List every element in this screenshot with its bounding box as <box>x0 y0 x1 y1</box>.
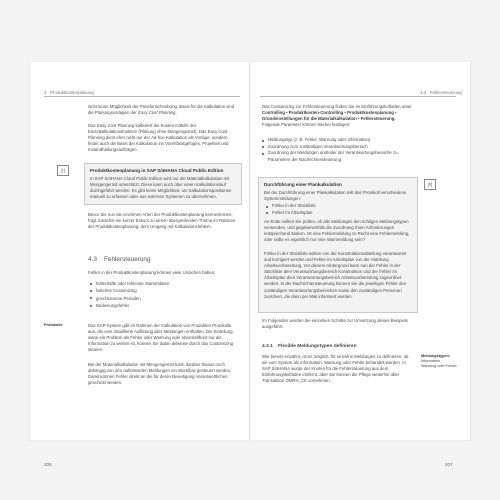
list-item: Zuordnung zum zuständigen Verantwortungsbereich <box>262 144 414 151</box>
right-paragraph-1: Das Customizing zur Fehlersteuerung finden Sie im Einführungsleitfaden unter Controlling • Produktkosten-Controlling • Produktkostenplanung • Grundeinstellungen für die Materialkalkulation • Fehlersteuerung. Folgende Parameter können hierbei festlegen: <box>262 104 412 128</box>
subsection-title: Flexible Meldungstypen definieren <box>278 344 357 349</box>
example-box-paragraph-3: Fehler in der Stückliste sollten von der Konstruktionsabteilung verantwortet und korrigiert werden und Fehler im Arbeitsplan von der Abteilung Arbeitsvorbereitung. Vor diesem Hintergrund kann nun der Fehler in der Stückliste dem Verantwortungsbereich Konstruktion und der Fehler im Arbeitsplan dem Verantwortungsbereich Arbeitsvorbereitung zugeordnet werden. In der Nachrichtensteuerung können Sie die jeweiligen Fehler den zuständigen Verantwortungsbereichen sowie den zuständigen Personen zuordnen, die dann per Mail informiert werden. <box>264 251 407 299</box>
note-icon: [!] <box>57 165 69 176</box>
left-info-box-title: Produktkostenplanung in SAP S/4HANA Cloud Public Edition <box>90 168 224 173</box>
right-header-title: Fehlersteuerung <box>429 90 462 95</box>
left-paragraph-2: Das Easy Cost Planning kalkuliert die Kosten mithilfe der Einzelkalkulationsfunktion (Planung ohne Mengengerüst). Das Easy Cost Planning dient eher nicht nur der Ad-hoc-Kalkulation als Vorlage, sondern findet auch die Basis der Kalkulation ins Vorerfasstgefüges, Projektes und Instandhaltungsaufträgen. <box>88 123 229 153</box>
left-header <box>44 90 94 95</box>
right-margin-note-title: Meldungstypen: <box>421 354 451 358</box>
example-box-title: Durchführung einer Plankalkulation <box>264 182 342 187</box>
right-header-number: 4.3 <box>420 90 427 95</box>
left-bullet-list <box>90 280 238 310</box>
example-box-bullets <box>266 203 410 217</box>
list-item: falsches Customizing <box>90 287 238 294</box>
right-margin-note-text: Information, Warnung oder Fehler <box>421 359 457 368</box>
left-paragraph-4: Fehler in der Produktkostenplanung können viele Ursachen haben: <box>88 270 216 275</box>
list-item: Zuordnung der Meldungen und/oder der Verantwortungsbereiche zu Parametern der Nachrichtensteuerung <box>262 150 414 163</box>
right-paragraph-3: Wie bereits erwähnt, ist es möglich, für einzelne Meldungen zu definieren, ob sie vom System als Information, Warnung oder Fehler behandelt werden. In SAP S/4HANA wurde der Knoten für die Fehlersteuerung aus dem Einführungsleitfaden entfernt, aber Sie können die Pflege weiterhin über Transaktion OMRH_CK vornehmen. <box>262 354 409 384</box>
section-title: Fehlersteuerung <box>104 256 151 263</box>
right-bullet-list <box>262 137 414 163</box>
example-box-paragraph-2: An Ende sollten Sie prüfen, ob alle Meldungen den richtigen Meldungstypen verwenden, und gegebenenfalls die Zuordnung Ihren Anforderungen entsprechend ändern. Ist eine Fehlermeldung zu Recht eine Fehlermeldung, oder sollte es eigentlich nur eine Warnmeldung sein? <box>264 219 410 243</box>
right-paragraph-2: Im Folgenden werden die einzelnen Schritte zur Umsetzung dieses Beispiels ausgeführt. <box>262 318 408 330</box>
right-header <box>420 90 462 95</box>
left-paragraph-1: nicht keine Möglichkeit der Preisfortschreibung. Basis für die Kalkulation sind die Planungsvorlagen der Easy Cost Planning. <box>88 104 235 116</box>
list-item: Meldungstyp (z. B. Fehler, Warnung oder Information) <box>262 137 414 144</box>
left-header-rule <box>44 96 240 97</box>
left-paragraph-5: Das SAP-System gibt im Rahmen der Kalkulation von Produkten Protokolle aus, die eine detaillierte Auflistung aller Meldungen enthalten. Die Einteilung, wann ein Problem als Fehler oder Warnung oder ebenstellbreit nur als Information zu werten ist, können Sie dabei teilweise durch das Customizing steuern. <box>88 323 234 353</box>
example-icon: [#] <box>424 179 436 190</box>
section-heading <box>88 256 151 263</box>
list-item: Bedienungsfehler <box>90 302 238 309</box>
subsection-number: 4.3.1 <box>262 344 273 349</box>
left-paragraph-3: Bevor Sie nun die einzelnen Arten der Produktkostenplanung kennenlernen, folgt zunächst ein kurzer Exkurs zu einem übergreifenden Thema im Rahmen der Produktkostenplanung: dem Umgang mit Kalkulationsfehlern. <box>88 212 236 230</box>
list-item: fehlerhafte oder fehlende Stammdaten <box>90 280 238 287</box>
list-item: Fehler in der Stückliste <box>266 203 410 210</box>
left-info-box-text: In SAP S/4HANA Cloud Public Edition wird nur die Materialkalkulation mit Mengengerüst unterstützt. Diese kann auch über einen Kalkulationslauf durchgeführt werden. Es gibt keine Möglichkeit, um Kalkulationspositionen manuell zu erfassen oder aus externen Systemen zu übernehmen. <box>90 176 232 200</box>
book-spine <box>249 62 250 440</box>
left-margin-label: Protokolle <box>44 323 63 327</box>
right-header-rule <box>260 96 456 97</box>
left-header-number: 4 <box>44 90 47 95</box>
left-page-number: 206 <box>44 462 52 467</box>
subsection-heading <box>262 344 357 349</box>
example-box-intro: Bei der Durchführung einer Plankalkulation teilt das Protokoll verschiedene Systemmeldungen: <box>264 190 407 202</box>
right-page-number: 207 <box>445 462 453 467</box>
list-item: geschlossene Perioden <box>90 295 238 302</box>
section-number: 4.3 <box>88 256 97 263</box>
left-header-title: Produktkostenplanung <box>50 90 94 95</box>
list-item: Fehler im Arbeitsplan <box>266 210 410 217</box>
left-paragraph-6: Bei der Materialkalkulation mit Mengengerüst kann darüber hinaus noch abhängig von den auftretenden Meldungen ein Workflow gesteuert werden. Damit können Fehler direkt an die für deren Beseitigung Verantwortlichen geschickt werden. <box>88 362 232 386</box>
